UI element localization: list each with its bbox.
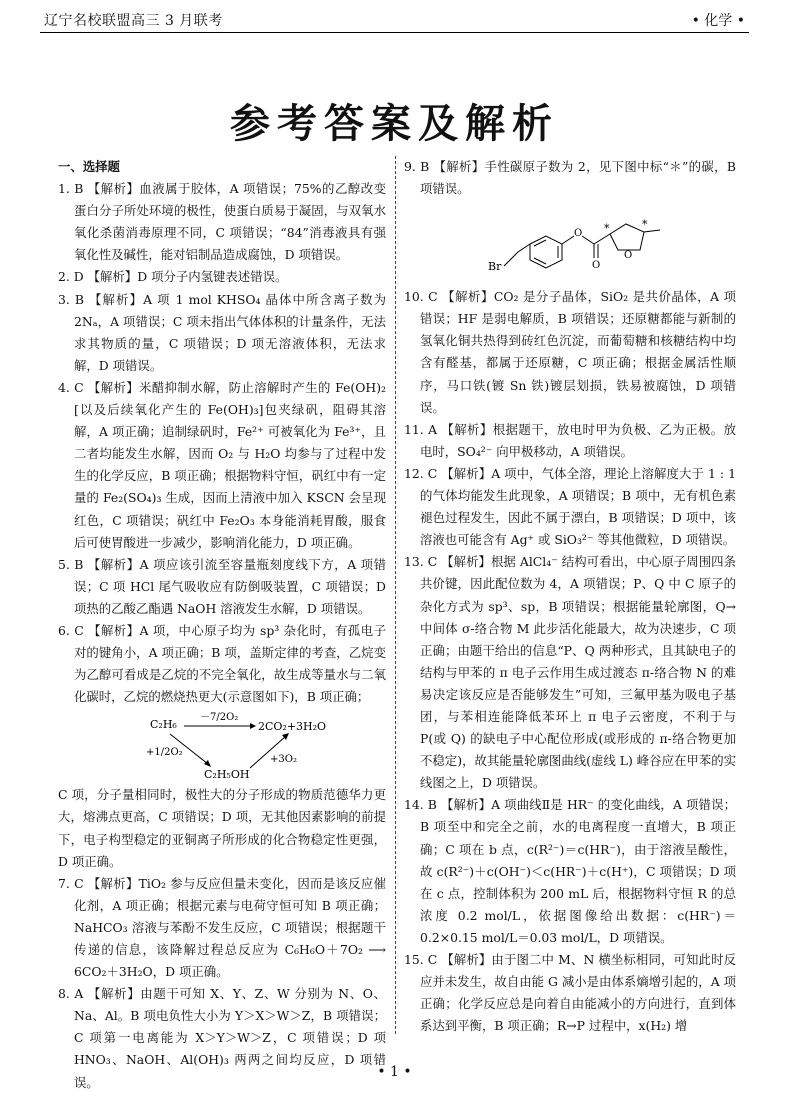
molecule-structure [404, 204, 736, 280]
header-title: 辽宁名校联盟高三 3 月联考 [44, 13, 223, 29]
page-number: • 1 • [377, 1064, 412, 1080]
column-divider [395, 156, 396, 1034]
mol-br: Br [488, 260, 502, 274]
answer-8: 8. A 【解析】由题干可知 X、Y、Z、W 分别为 N、O、Na、Al。B 项电负性大小为 Y＞X＞W＞Z，B 项错误；C 项第一电离能为 X＞Y＞W＞Z，C 项错误；D 项 HNO₃、NaOH、Al(OH)₃ 两两之间均反应，D 项错误。 [58, 986, 386, 1090]
answer-15: 15. C 【解析】由于图二中 M、N 横坐标相同，可知此时反应并未发生，故自由能 G 减小是由体系熵增引起的，A 项正确；化学反应总是向着自由能减小的方向进行，直到体系达到平衡，B 项正确；R→P 过程中，x(H₂) 增 [404, 952, 736, 1034]
diagram-left-arrow-label: +1/2O₂ [146, 747, 183, 759]
header-subject: • 化学 • [691, 13, 745, 29]
mol-o-ester: O [574, 228, 583, 240]
section-title: 一、选择题 [58, 159, 120, 174]
answer-2: 2. D 【解析】D 项分子内氢键表述错误。 [58, 269, 288, 285]
answer-14: 14. B 【解析】A 项曲线Ⅱ是 HR⁻ 的变化曲线，A 项错误；B 项至中和完全之前，水的电离程度一直增大，B 项正确；C 项在 b 点，c(R²⁻)＝c(HR⁻)，由于溶液呈酸性，故 c(R²⁻)＋c(OH⁻)＜c(HR⁻)＋c(H⁺)，C 项错误；D 项在 c 点，控制体积为 200 mL 后，根据物料守恒 R 的总浓度 0.2 mol/L，依据图像给出数据：c(HR⁻)＝0.2×0.15 mol/L＝0.03 mol/L，D 项错误。 [404, 797, 736, 945]
answer-10: 10. C 【解析】CO₂ 是分子晶体，SiO₂ 是共价晶体，A 项错误；HF 是弱电解质，B 项错误；还原糖都能与新制的氢氧化铜共热得到砖红色沉淀，而葡萄糖和核糖结构中均含有醛基，都属于还原糖，C 项正确；根据金属活性顺序，马口铁(镀 Sn 铁)镀层划损，铁易被腐蚀，D 项错误。 [404, 289, 736, 415]
diagram-ethanol: C₂H₅OH [204, 768, 250, 782]
answer-3: 3. B 【解析】A 项 1 mol KHSO₄ 晶体中所含离子数为 2Nₐ，A 项错误；C 项未指出气体体积的计量条件，无法求其物质的量，C 项错误；D 项无溶液体积，无法求解，D 项错误。 [58, 291, 386, 373]
answer-7: 7. C 【解析】TiO₂ 参与反应但量未变化，因而是该反应催化剂，A 项正确；根据元素与电荷守恒可知 B 项正确；NaHCO₃ 溶液与苯酚不发生反应，C 项错误；根据题干传递的信息，该降解过程总反应为 C₆H₆O＋7O₂ ⟶ 6CO₂＋3H₂O，D 项正确。 [58, 875, 386, 980]
answer-6-continued: C 项，分子量相同时，极性大的分子形成的物质范德华力更大，熔沸点更高，C 项错误；D 项，无其他因素影响的前提下，电子构型稳定的亚铜离子所形成的化合物稳定性更强，D 项正确。 [58, 787, 386, 869]
answer-4: 4. C 【解析】米醋抑制水解，防止溶解时产生的 Fe(OH)₂ [以及后续氧化产生的 Fe(OH)₃]包夹绿矾，阻碍其溶解，A 项正确；追制绿矾时，Fe²⁺ 可被氧化为 Fe³⁺，且二者均能发生水解，因而 O₂ 与 H₂O 均参与了过程中发生的化学反应，B 项正确；根据物料守恒，矾红中有一定量的 Fe₂(SO₄)₃ 生成，因而上清液中加入 KSCN 会呈现红色，C 项错误；矾红中 Fe₂O₃ 本身能消耗胃酸，服食后可使胃酸进一步减少，影响消化能力，D 项正确。 [58, 379, 386, 550]
left-column [58, 156, 386, 1094]
mol-o-ring: O [624, 250, 633, 262]
mol-star-2: * [642, 218, 648, 232]
diagram-right-arrow-label: +3O₂ [270, 754, 297, 766]
diagram-c2h6: C₂H₆ [150, 718, 177, 732]
top-arrow-head [250, 723, 256, 729]
answer-13: 13. C 【解析】根据 AlCl₄⁻ 结构可看出，中心原子周围四条共价键，因此配位数为 4，A 项错误；P、Q 中 C 原子的杂化方式为 sp³、sp，B 项错误；根据能量轮廓图，Q→中间体 σ-络合物 M 此步活化能最大，故为决速步，C 项正确；由题干给出的信息“P、Q 两种形式，且其缺电子的结构与甲苯的 π 电子云作用生成过渡态 π-络合物 N 的难易决定该反应是否能够发生”可知，三氟甲基为吸电子基团，与苯相连能降低苯环上 π 电子云密度，不利于与 P(或 Q) 的缺电子中心配位形成(或形成的 π-络合物更加不稳定)，故其能量轮廓图曲线(虚线 L) 峰谷应在甲苯的实线图之上，D 项错误。 [404, 554, 736, 791]
bond-chain [504, 244, 530, 266]
page-title: 参考答案及解析 [230, 101, 559, 147]
diagram-top-arrow-label: －7/2O₂ [200, 712, 239, 724]
lactone-ring [610, 224, 644, 250]
answer-6: 6. C 【解析】A 项，中心原子均为 sp³ 杂化时，有孤电子对的键角小，A 项正确；B 项，盖斯定律的考查，乙烷变为乙醇可看成是乙烷的不完全氧化，故生成等量水与二氧化碳时，乙烷的燃烧热更大(示意图如下)，B 项正确； [58, 622, 386, 705]
header-rule [40, 32, 749, 33]
diagram-products: 2CO₂+3H₂O [258, 720, 327, 734]
answer-1: 1. B 【解析】血液属于胶体，A 项错误；75%的乙醇改变蛋白分子所处环境的极性，使蛋白质易于凝固，与双氧水氧化杀菌消毒原理不同，C 项错误；“84”消毒液具有强氧化性及碱性，能对铝制品造成腐蚀，D 项错误。 [58, 181, 386, 263]
answer-5: 5. B 【解析】A 项应该引流至容量瓶刻度线下方，A 项错误；C 项 HCl 尾气吸收应有防倒吸装置，C 项错误；D 项热的乙酸乙酯遇 NaOH 溶液发生水解，D 项错误。 [58, 556, 386, 616]
mol-o-carbonyl: O [592, 260, 601, 272]
mol-star-1: * [604, 222, 610, 236]
answer-9: 9. B 【解析】手性碳原子数为 2，见下图中标“＊”的碳，B 项错误。 [404, 159, 736, 197]
answer-11: 11. A 【解析】根据题干，放电时甲为负极、乙为正极。放电时，SO₄²⁻ 向甲极移动，A 项错误。 [404, 421, 736, 459]
right-column [404, 156, 736, 1037]
benzene-ring [530, 236, 562, 268]
answer-12: 12. C 【解析】A 项中，气体全溶，理论上溶解度大于 1 : 1 的气体均能发生此现象，A 项错误；B 项中，无有机色素褪色过程发生，因此不属于漂白，B 项错误；D 项中，该溶液也可能含有 Ag⁺ 或 SiO₃²⁻ 等其他微粒，D 项错误。 [404, 465, 736, 548]
combustion-diagram [58, 710, 386, 782]
